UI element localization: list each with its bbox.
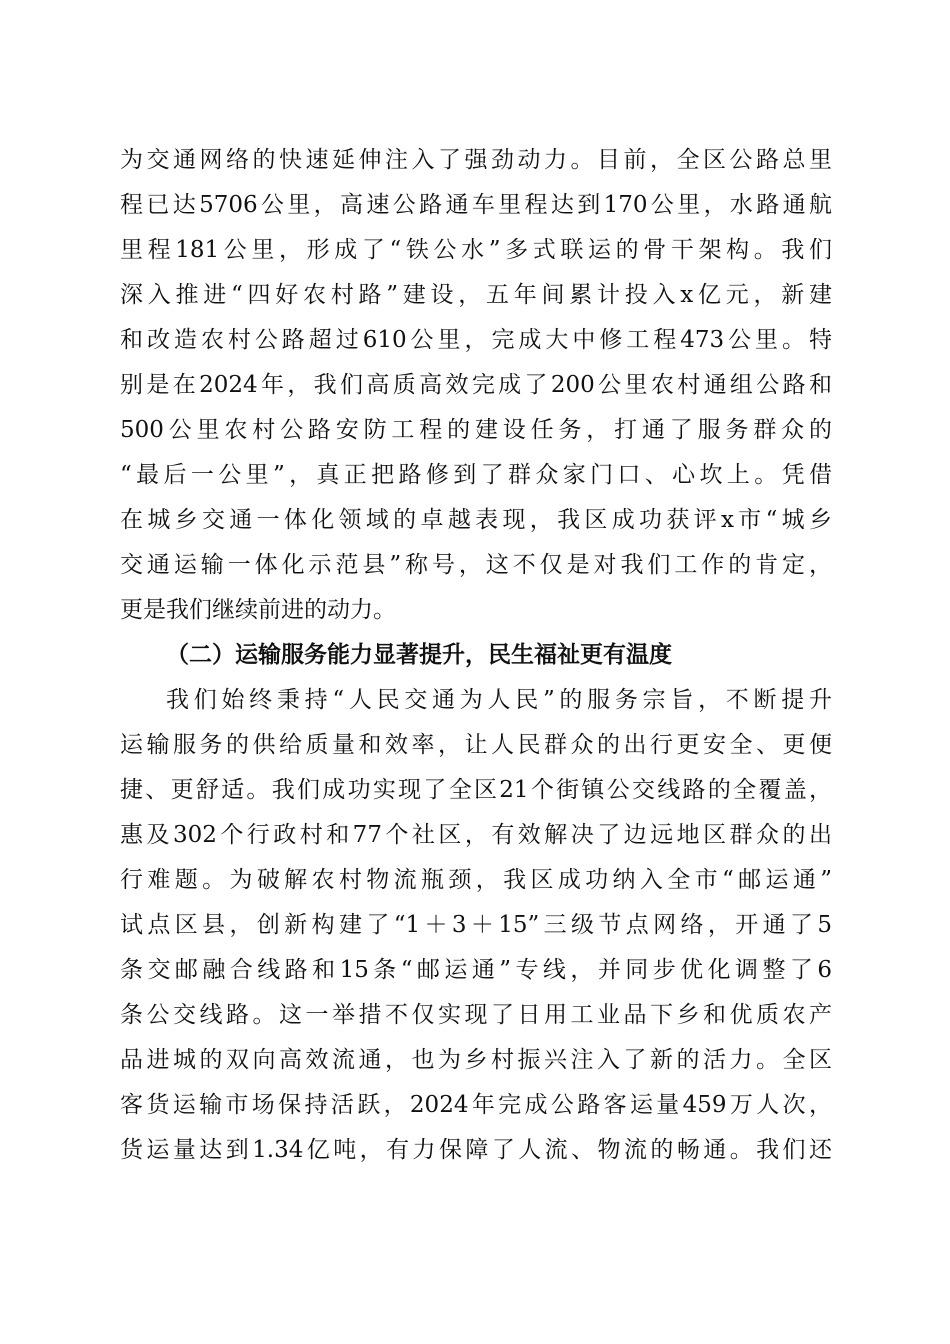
paragraph-line: 行难题。为破解农村物流瓶颈，我区成功纳入全市“邮运通” <box>120 867 832 893</box>
paragraph-line: 和改造农村公路超过610公里，完成大中修工程473公里。特 <box>120 327 832 353</box>
paragraph-line: 别是在2024年，我们高质高效完成了200公里农村通组公路和 <box>120 372 832 398</box>
section-heading: （二）运输服务能力显著提升，民生福祉更有温度 <box>166 641 672 668</box>
paragraph-line: 条交邮融合线路和15条“邮运通”专线，并同步优化调整了6 <box>120 957 832 983</box>
paragraph-line: 深入推进“四好农村路”建设，五年间累计投入x亿元，新建 <box>120 282 832 308</box>
paragraph-line: 为交通网络的快速延伸注入了强劲动力。目前，全区公路总里 <box>120 147 832 173</box>
paragraph-last-line: 更是我们继续前进的动力。 <box>120 597 396 623</box>
paragraph-first-line: 我们始终秉持“人民交通为人民”的服务宗旨，不断提升 <box>166 687 832 713</box>
paragraph-line: “最后一公里”，真正把路修到了群众家门口、心坎上。凭借 <box>120 462 832 488</box>
paragraph-line: 惠及302个行政村和77个社区，有效解决了边远地区群众的出 <box>120 822 832 848</box>
paragraph-line: 条公交线路。这一举措不仅实现了日用工业品下乡和优质农产 <box>120 1002 832 1028</box>
paragraph-line: 货运量达到1.34亿吨，有力保障了人流、物流的畅通。我们还 <box>120 1137 832 1163</box>
paragraph-line: 里程181公里，形成了“铁公水”多式联运的骨干架构。我们 <box>120 237 832 263</box>
paragraph-line: 试点区县，创新构建了“1＋3＋15”三级节点网络，开通了5 <box>120 912 832 938</box>
paragraph-line: 运输服务的供给质量和效率，让人民群众的出行更安全、更便 <box>120 732 832 758</box>
paragraph-line: 程已达5706公里，高速公路通车里程达到170公里，水路通航 <box>120 192 832 218</box>
paragraph-line: 在城乡交通一体化领域的卓越表现，我区成功获评x市“城乡 <box>120 507 832 533</box>
paragraph-line: 500公里农村公路安防工程的建设任务，打通了服务群众的 <box>120 417 832 443</box>
paragraph-line: 交通运输一体化示范县”称号，这不仅是对我们工作的肯定， <box>120 552 832 578</box>
paragraph-line: 客货运输市场保持活跃，2024年完成公路客运量459万人次， <box>120 1092 832 1118</box>
paragraph-line: 品进城的双向高效流通，也为乡村振兴注入了新的活力。全区 <box>120 1047 832 1073</box>
paragraph-line: 捷、更舒适。我们成功实现了全区21个街镇公交线路的全覆盖， <box>120 777 832 803</box>
